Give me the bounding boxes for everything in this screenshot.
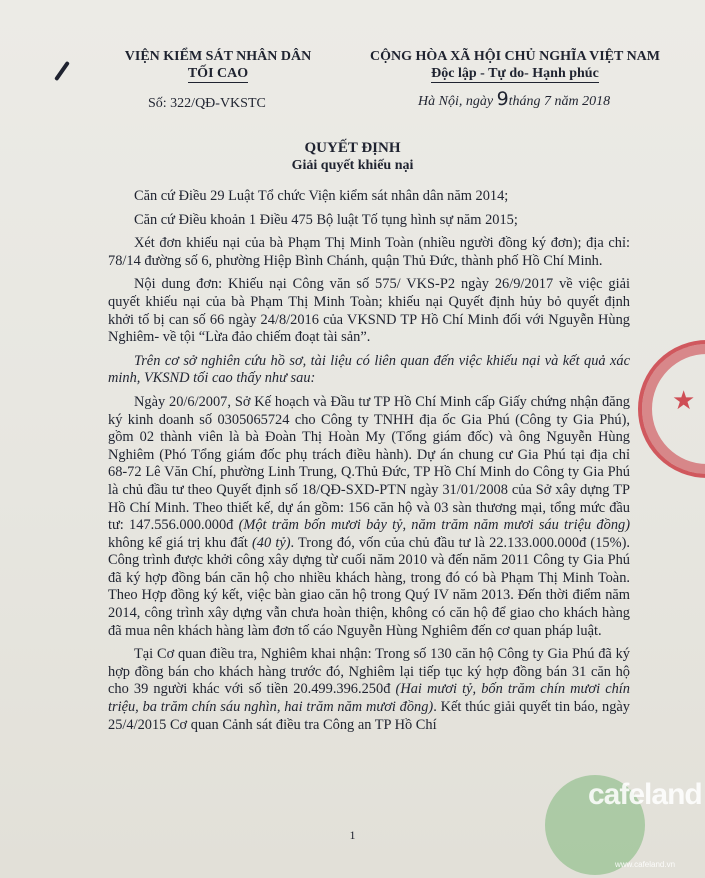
paragraph-case-background: Ngày 20/6/2007, Sở Kế hoạch và Đầu tư TP Hồ Chí Minh cấp Giấy chứng nhận đăng ký kinh doanh số 0305065724 cho Công ty TNHH địa ốc Gia Phú (Công ty Gia Phú), gồm 02 thành viên là bà Đoàn Thị Hoàn My (Tổng giám đốc) và ông Nguyễn Hùng Nghiêm (Phó Tổng giám đốc phụ trách điều hành). Dự án chung cư Gia Phú tại địa chỉ 68-72 Lê Văn Chí, phường Linh Trung, Q.Thủ Đức, TP Hồ Chí Minh do Công ty Gia Phú là chủ đầu tư theo Quyết định số 18/QĐ-SXD-PTN ngày 31/01/2008 của Sở xây dựng TP Hồ Chí Minh. Theo thiết kế, dự án gồm: 156 căn hộ và 03 sàn thương mại, tổng mức đầu tư: 147.556.000.000đ (Một trăm bốn mươi bảy tỷ, năm trăm năm mươi sáu triệu đồng) không kể giá trị khu đất (40 tỷ). Trong đó, vốn của chủ đầu tư là 22.133.000.000đ (15%). Công trình được khởi công xây dựng từ cuối năm 2010 và đến năm 2011 Công ty Gia Phú đã ký hợp đồng bán căn hộ cho nhiều khách hàng, trong đó có bà Phạm Thị Minh Toàn. Theo Hợp đồng ký kết, việc bàn giao căn hộ trong Quý IV năm 2013. Đến thời điểm năm 2014, công trình xây dựng vẫn chưa hoàn thiện, không có căn hộ để giao cho khách hàng đã mua nên khách hàng làm đơn tố cáo Nguyễn Hùng Nghiêm đến cơ quan pháp luật. [108,393,630,639]
issue-date [418,88,610,110]
paragraph-complaint: Xét đơn khiếu nại của bà Phạm Thị Minh Toàn (nhiều người đồng ký đơn); địa chỉ: 78/14 đường số 6, phường Hiệp Bình Chánh, quận Thủ Đức, thành phố Hồ Chí Minh. [108,235,630,269]
paragraph-findings-intro: Trên cơ sở nghiên cứu hồ sơ, tài liệu có liên quan đến việc khiếu nại và kết quả xác minh, VKSND tối cao thấy như sau: [108,352,630,387]
national-header [330,48,700,83]
agency-name-line2: TỐI CAO [187,66,249,81]
national-motto: Độc lập - Tự do- Hạnh phúc [431,66,599,81]
paragraph-investigation: Tại Cơ quan điều tra, Nghiêm khai nhận: Trong số 130 căn hộ Công ty Gia Phú đã ký hợp đồng bán cho khách hàng trước đó, Nghiêm lại tiếp tục ký hợp đồng bán 31 căn hộ cho 39 người khác với số tiền 20.499.396.250đ (Hai mươi tỷ, bốn trăm chín mươi chín triệu, ba trăm chín sáu nghìn, hai trăm năm mươi đồng). Kết thúc giải quyết tin báo, ngày 25/4/2015 Cơ quan Cảnh sát điều tra Công an TP Hồ Chí [108,646,630,733]
date-suffix: tháng 7 năm 2018 [508,94,611,109]
document-body [108,188,630,740]
issuing-agency-header [108,48,328,83]
document-title: QUYẾT ĐỊNH [304,140,401,156]
handwritten-slash-mark [54,61,70,81]
seal-star-icon: ★ [672,386,696,416]
agency-name-line1: VIỆN KIỂM SÁT NHÂN DÂN [124,49,312,64]
document-subtitle: Giải quyết khiếu nại [291,158,414,173]
national-title: CỘNG HÒA XÃ HỘI CHỦ NGHĨA VIỆT NAM [369,49,660,64]
watermark-brand: cafeland [588,778,702,811]
paragraph-complaint-content: Nội dung đơn: Khiếu nại Công văn số 575/ VKS-P2 ngày 26/9/2017 về việc giải quyết khiếu nại của bà Phạm Thị Minh Toàn; khiếu nại Quyết định hủy bỏ quyết định khởi tố bị can số 66 ngày 24/8/2016 của VKSND TP Hồ Chí Minh đối với Nguyễn Hùng Nghiêm- về tội “Lừa đảo chiếm đoạt tài sản”. [108,276,630,346]
date-prefix: Hà Nội, ngày [418,94,497,109]
page-number: 1 [349,828,356,842]
paragraph-legal-basis-2: Căn cứ Điều khoản 1 Điều 475 Bộ luật Tố tụng hình sự năm 2015; [134,211,518,228]
watermark-url: www.cafeland.vn [615,860,676,869]
document-number: Số: 322/QĐ-VKSTC [148,96,266,111]
paragraph-legal-basis-1: Căn cứ Điều 29 Luật Tổ chức Viện kiểm sát nhân dân năm 2014; [134,188,509,204]
date-day-handwritten: 9 [496,88,509,110]
